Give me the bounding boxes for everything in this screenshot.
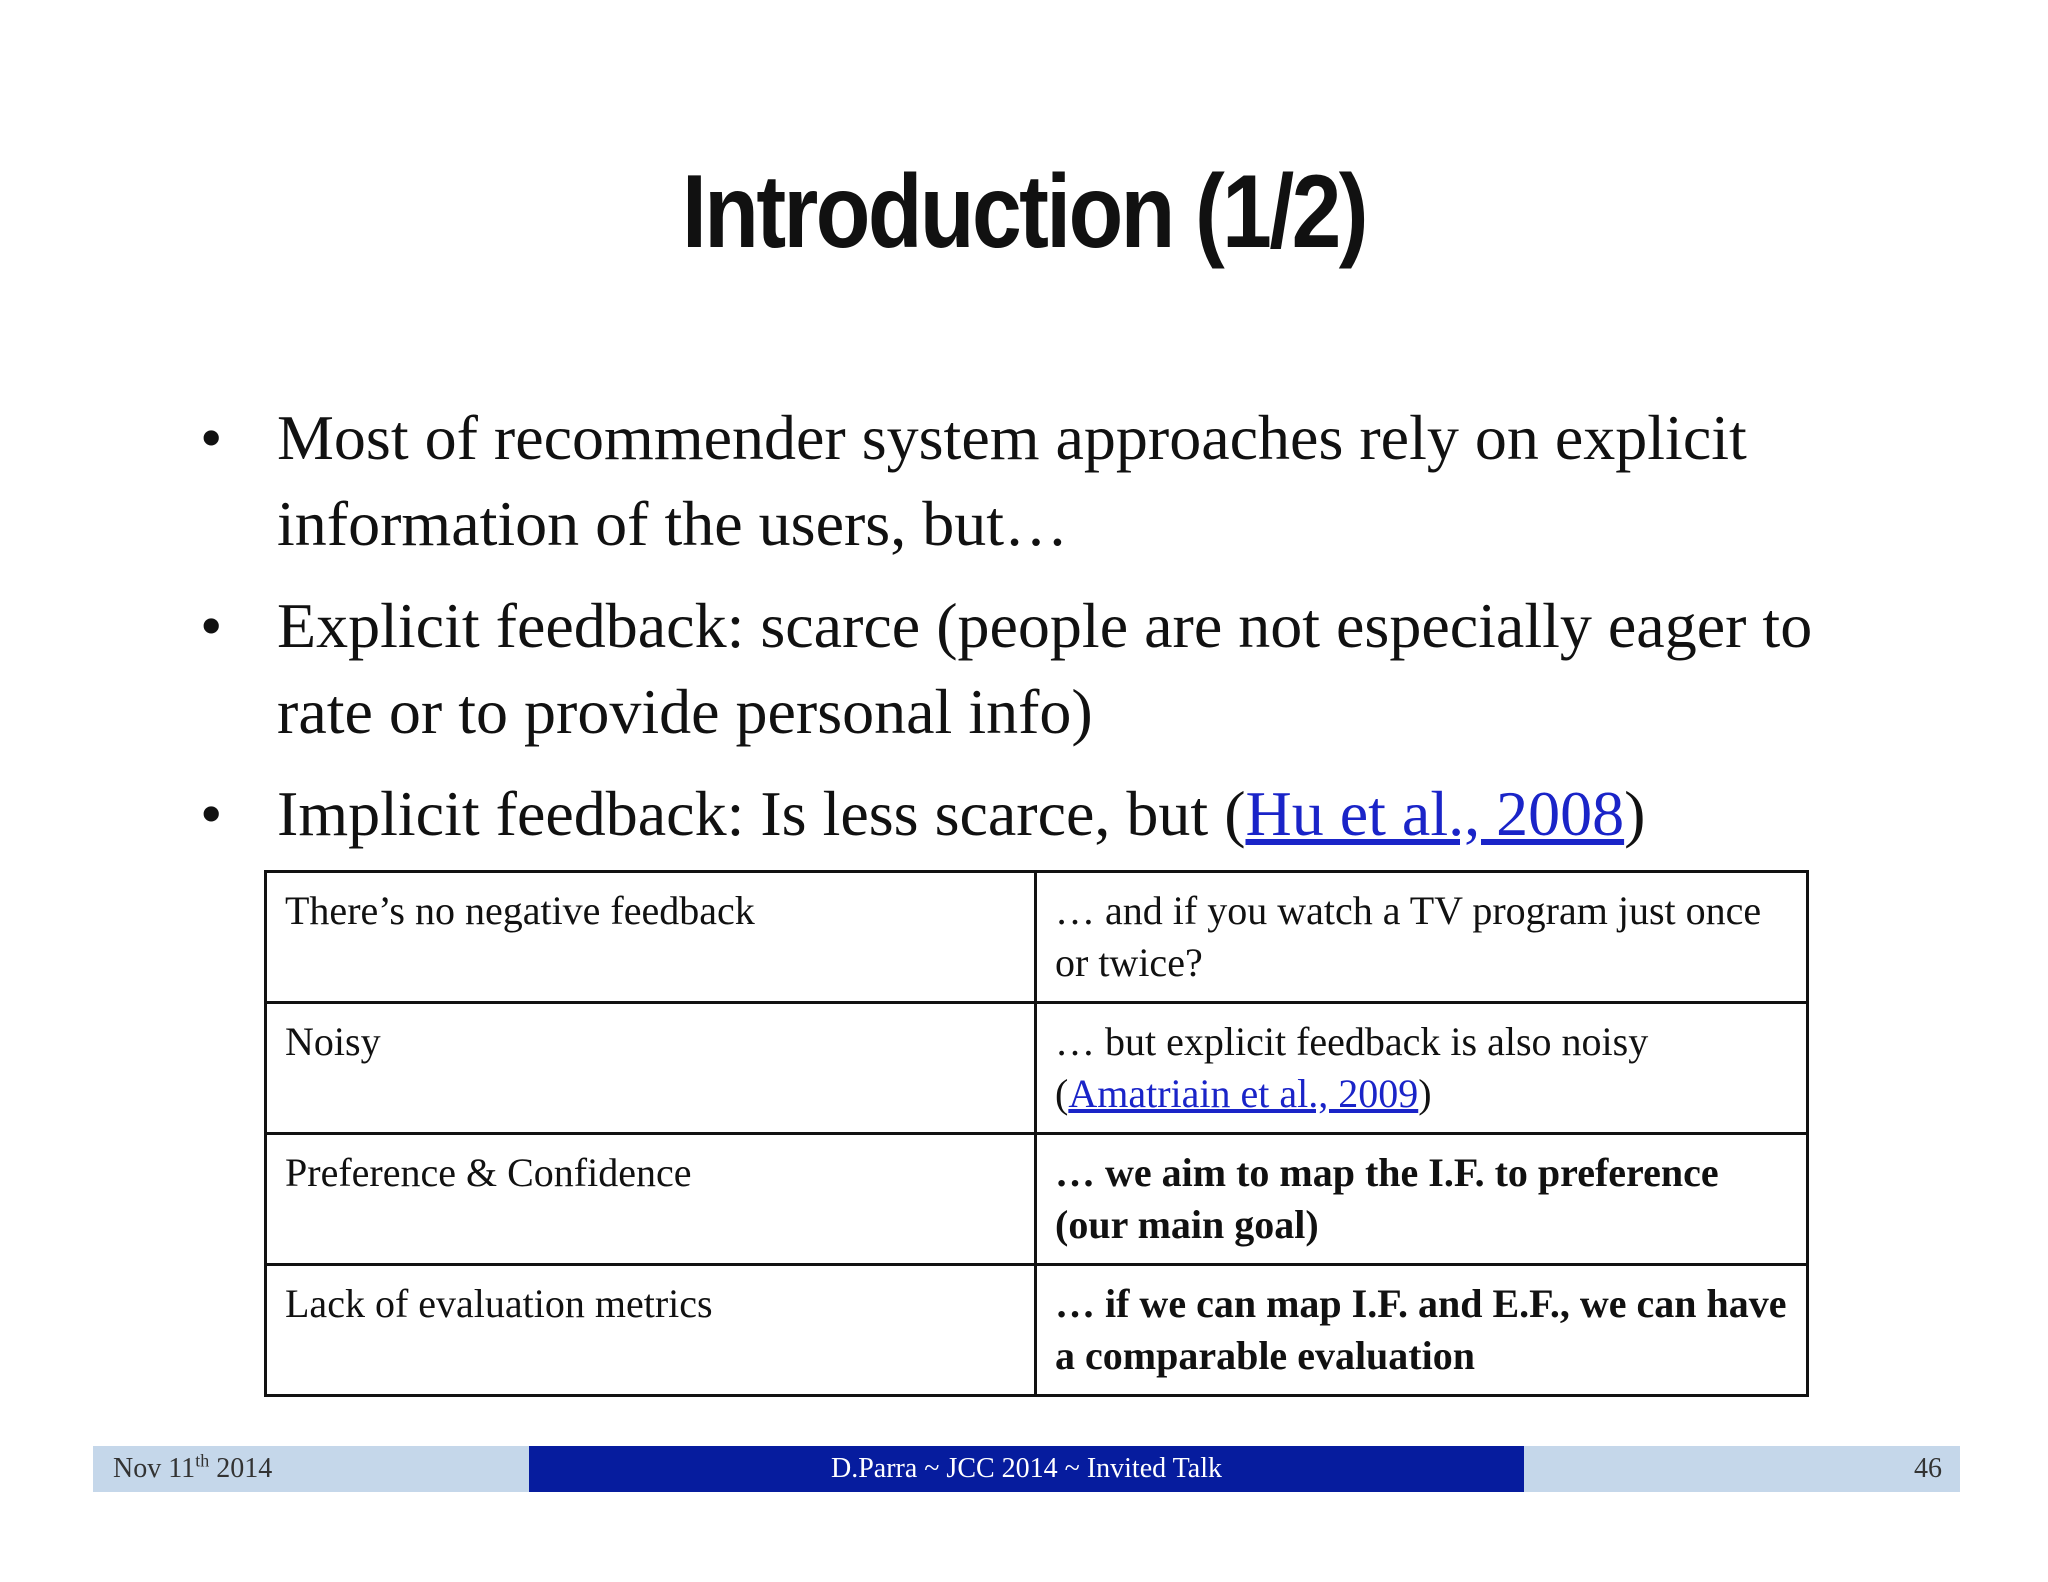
- table-cell-issue: Preference & Confidence: [266, 1134, 1036, 1265]
- citation-link-hu-2008[interactable]: Hu et al., 2008: [1245, 778, 1625, 849]
- footer-date-ordinal: th: [195, 1450, 210, 1471]
- footer-date-month-day: Nov 11: [113, 1453, 196, 1484]
- table-cell-issue: Noisy: [266, 1003, 1036, 1134]
- table-cell-response: … if we can map I.F. and E.F., we can have a comparable evaluation: [1036, 1265, 1808, 1396]
- table-cell-response: [1036, 1003, 1808, 1134]
- response-text-closing: ): [1418, 1071, 1432, 1116]
- bullet-item: [200, 771, 1840, 857]
- table-cell-response: … we aim to map the I.F. to preference (our main goal): [1036, 1134, 1808, 1265]
- bullet-item: [200, 395, 1840, 567]
- slide-footer: [93, 1446, 1960, 1492]
- bullet-text: Explicit feedback: scarce (people are not especially eager to rate or to provide personal info): [277, 590, 1813, 747]
- bullet-text-closing: ): [1624, 778, 1646, 849]
- slide-title: Introduction (1/2): [682, 154, 1366, 270]
- bullet-item: [200, 583, 1840, 755]
- response-text: … but explicit feedback is also noisy (: [1055, 1019, 1649, 1116]
- table-row: [266, 1003, 1808, 1134]
- bullet-marker: •: [200, 778, 223, 849]
- table-row: [266, 872, 1808, 1003]
- table-cell-response: … and if you watch a TV program just once or twice?: [1036, 872, 1808, 1003]
- bullet-marker: •: [200, 590, 223, 661]
- table-cell-issue: Lack of evaluation metrics: [266, 1265, 1036, 1396]
- table-row: [266, 1134, 1808, 1265]
- bullet-marker: •: [200, 402, 223, 473]
- bullet-list: [200, 395, 1840, 873]
- table-cell-issue: There’s no negative feedback: [266, 872, 1036, 1003]
- footer-date-year: 2014: [209, 1453, 273, 1484]
- feedback-table: [264, 870, 1809, 1397]
- table-row: [266, 1265, 1808, 1396]
- bullet-text: Most of recommender system approaches rely on explicit information of the users, but…: [277, 402, 1747, 559]
- footer-talk-title: D.Parra ~ JCC 2014 ~ Invited Talk: [529, 1446, 1524, 1492]
- footer-page-number: 46: [1524, 1446, 1960, 1492]
- bullet-text: Implicit feedback: Is less scarce, but (: [277, 778, 1246, 849]
- footer-date: [93, 1446, 529, 1492]
- citation-link-amatriain-2009[interactable]: Amatriain et al., 2009: [1068, 1071, 1419, 1116]
